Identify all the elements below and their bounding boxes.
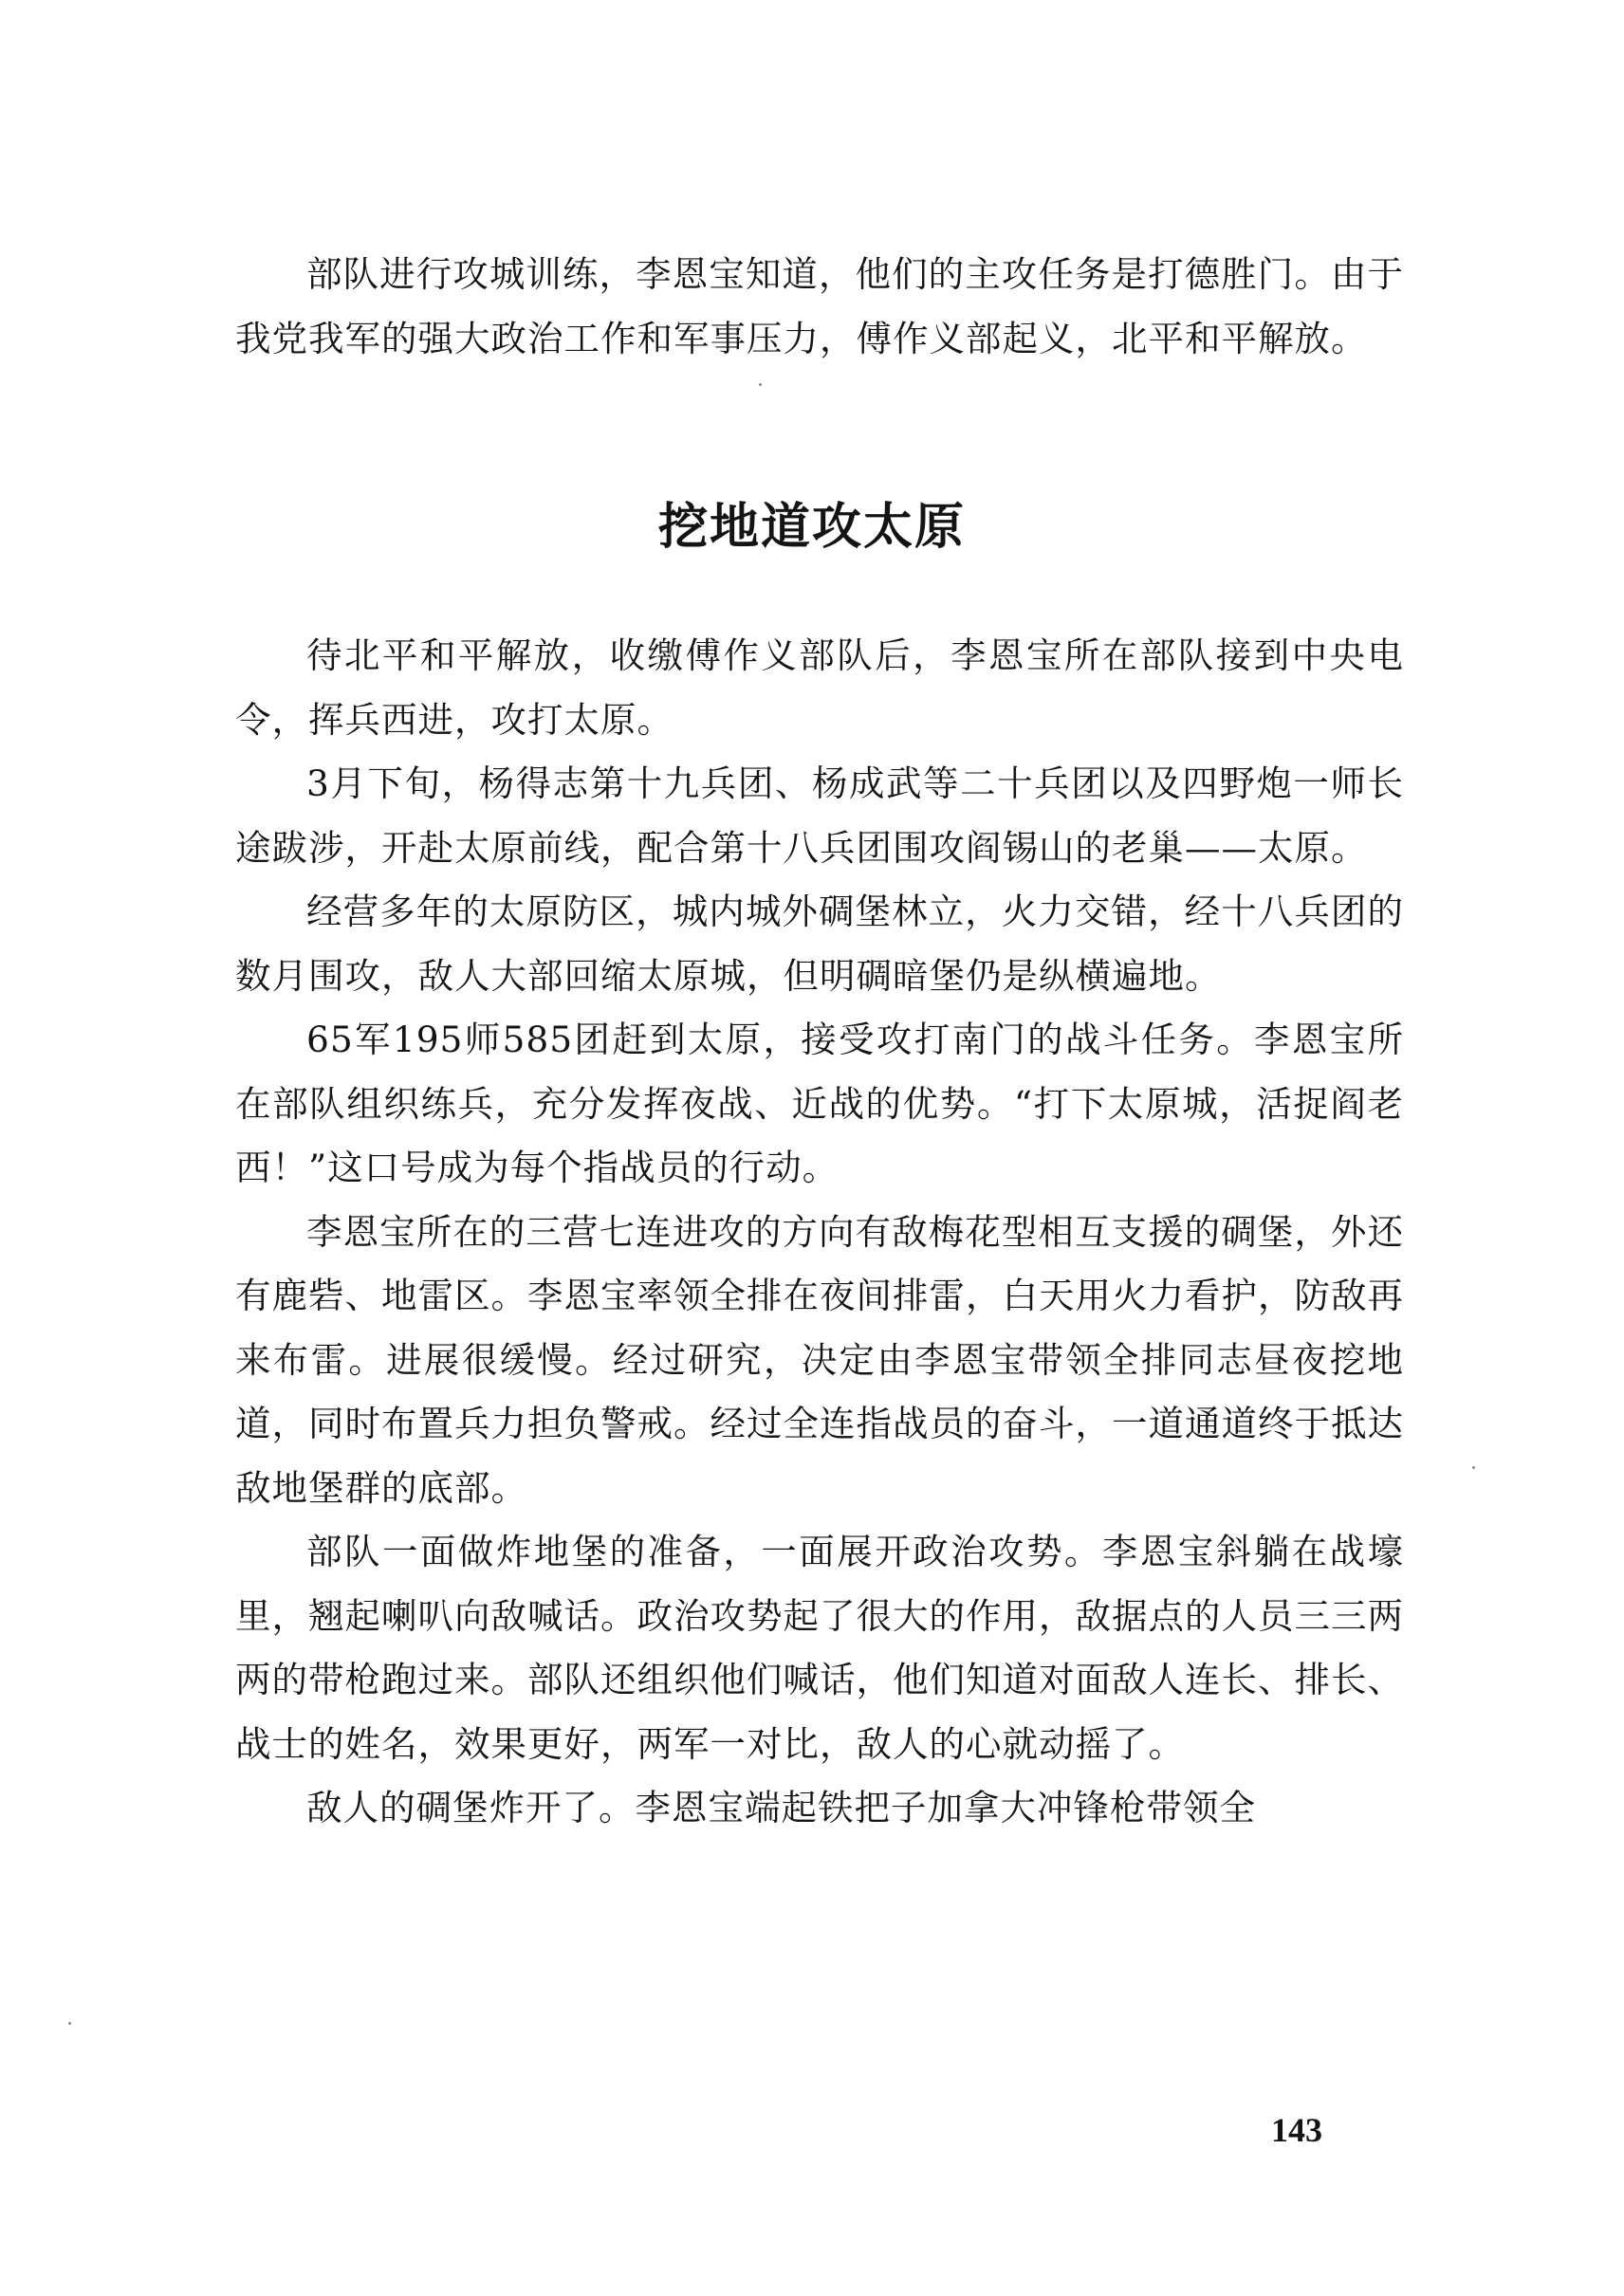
body-paragraph: 敌人的碉堡炸开了。李恩宝端起铁把子加拿大冲锋枪带领全: [306, 1787, 1256, 1828]
scan-speck: [68, 2022, 71, 2025]
body-paragraph: 待北平和平解放，收缴傅作义部队后，李恩宝所在部队接到中央电令，挥兵西进，攻打太原。: [235, 634, 1404, 741]
body-paragraph: 65军195师585团赶到太原，接受攻打南门的战斗任务。李恩宝所在部队组织练兵，充分发挥夜战、近战的优势。“打下太原城，活捉阎老西！”这口号成为每个指战员的行动。: [235, 1019, 1404, 1188]
scan-speck: [1472, 1466, 1475, 1469]
chapter-title: 挖地道攻太原: [657, 499, 966, 556]
chapter-body: [235, 624, 1404, 1841]
body-paragraph: 李恩宝所在的三营七连进攻的方向有敌梅花型相互支援的碉堡，外还有鹿砦、地雷区。李恩宝率领全排在夜间排雷，白天用火力看护，防敌再来布雷。进展很缓慢。经过研究，决定由李恩宝带领全排同志昼夜挖地道，同时布置兵力担负警戒。经过全连指战员的奋斗，一道通道终于抵达敌地堡群的底部。: [235, 1210, 1404, 1509]
page-number: 143: [1271, 2111, 1322, 2149]
body-paragraph: 经营多年的太原防区，城内城外碉堡林立，火力交错，经十八兵团的数月围攻，敌人大部回缩太原城，但明碉暗堡仍是纵横遍地。: [235, 891, 1404, 997]
intro-paragraph: 部队进行攻城训练，李恩宝知道，他们的主攻任务是打德胜门。由于我党我军的强大政治工作和军事压力，傅作义部起义，北平和平解放。: [235, 253, 1404, 359]
body-paragraph: 部队一面做炸地堡的准备，一面展开政治攻势。李恩宝斜躺在战壕里，翘起喇叭向敌喊话。政治攻势起了很大的作用，敌据点的人员三三两两的带枪跑过来。部队还组织他们喊话，他们知道对面敌人连长、排长、战士的姓名，效果更好，两军一对比，敌人的心就动摇了。: [235, 1531, 1404, 1765]
scan-speck: [759, 383, 762, 386]
body-paragraph: 3月下旬，杨得志第十九兵团、杨成武等二十兵团以及四野炮一师长途跋涉，开赴太原前线，配合第十八兵团围攻阎锡山的老巢——太原。: [235, 762, 1404, 869]
